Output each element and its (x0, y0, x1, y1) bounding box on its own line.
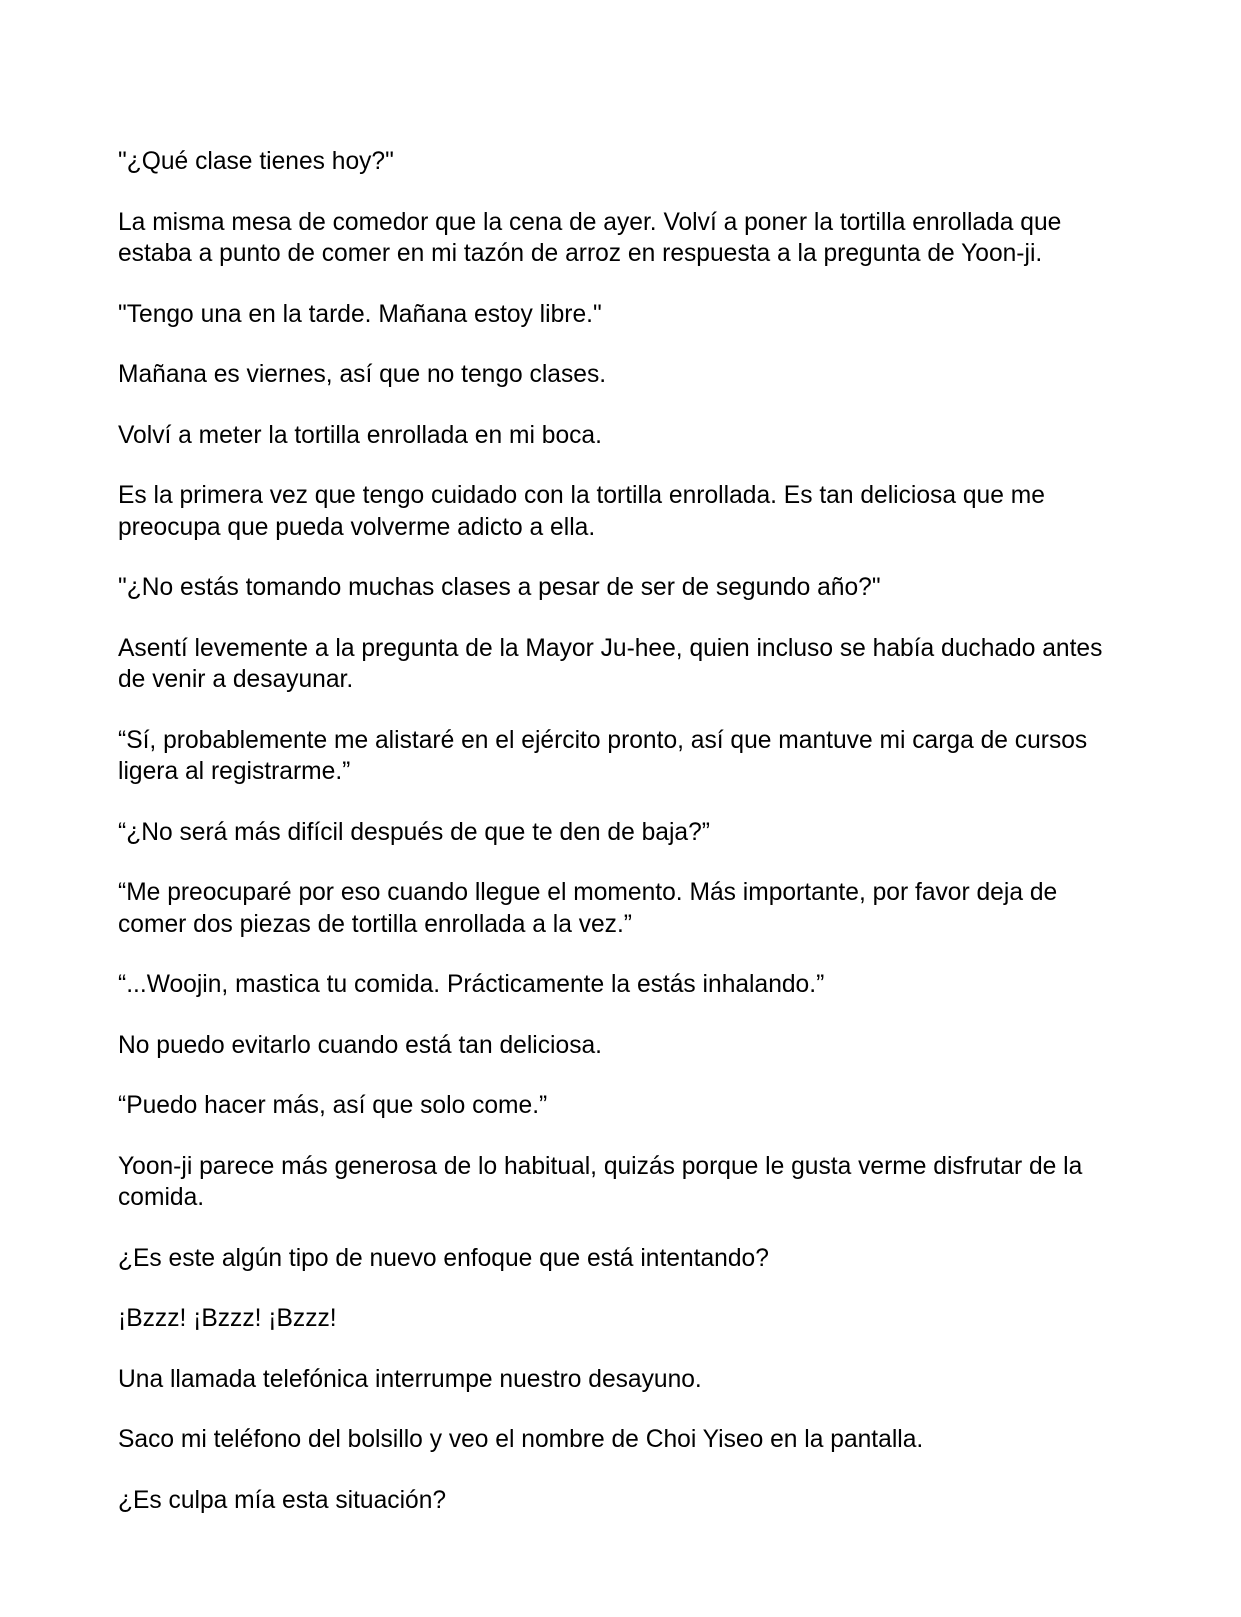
paragraph: “...Woojin, mastica tu comida. Prácticamente la estás inhalando.” (118, 971, 825, 998)
paragraph: “Puedo hacer más, así que solo come.” (118, 1092, 548, 1119)
paragraph: Mañana es viernes, así que no tengo clases. (118, 361, 607, 388)
paragraph: Una llamada telefónica interrumpe nuestro desayuno. (118, 1365, 702, 1393)
paragraph: ¿Es culpa mía esta situación? (118, 1486, 447, 1514)
paragraph: "Tengo una en la tarde. Mañana estoy libre." (118, 300, 602, 328)
paragraph: “Sí, probablemente me alistaré en el ejército pronto, así que mantuve mi carga de cursos ligera al registrarme.” (118, 726, 1088, 785)
paragraph: "¿No estás tomando muchas clases a pesar de ser de segundo año?" (118, 574, 881, 601)
paragraph: ¿Es este algún tipo de nuevo enfoque que está intentando? (118, 1244, 769, 1272)
paragraph: Asentí levemente a la pregunta de la Mayor Ju-hee, quien incluso se había duchado antes de venir a desayunar. (118, 634, 1103, 693)
paragraph: Es la primera vez que tengo cuidado con la tortilla enrollada. Es tan deliciosa que me preocupa que pueda volverme adicto a ella. (118, 482, 1045, 541)
paragraph: Yoon-ji parece más generosa de lo habitual, quizás porque le gusta verme disfrutar de la comida. (118, 1152, 1083, 1211)
document-body (118, 146, 1128, 1545)
paragraph: Saco mi teléfono del bolsillo y veo el nombre de Choi Yiseo en la pantalla. (118, 1426, 924, 1453)
paragraph: ¡Bzzz! ¡Bzzz! ¡Bzzz! (118, 1305, 337, 1332)
paragraph: No puedo evitarlo cuando está tan deliciosa. (118, 1031, 602, 1059)
paragraph: Volví a meter la tortilla enrollada en mi boca. (118, 421, 602, 449)
paragraph: “Me preocuparé por eso cuando llegue el momento. Más importante, por favor deja de comer dos piezas de tortilla enrollada a la vez.” (118, 879, 1058, 938)
paragraph: "¿Qué clase tienes hoy?" (118, 148, 394, 175)
paragraph: “¿No será más difícil después de que te den de baja?” (118, 818, 710, 846)
paragraph: La misma mesa de comedor que la cena de ayer. Volví a poner la tortilla enrollada que estaba a punto de comer en mi tazón de arroz en respuesta a la pregunta de Yoon-ji. (118, 208, 1062, 267)
